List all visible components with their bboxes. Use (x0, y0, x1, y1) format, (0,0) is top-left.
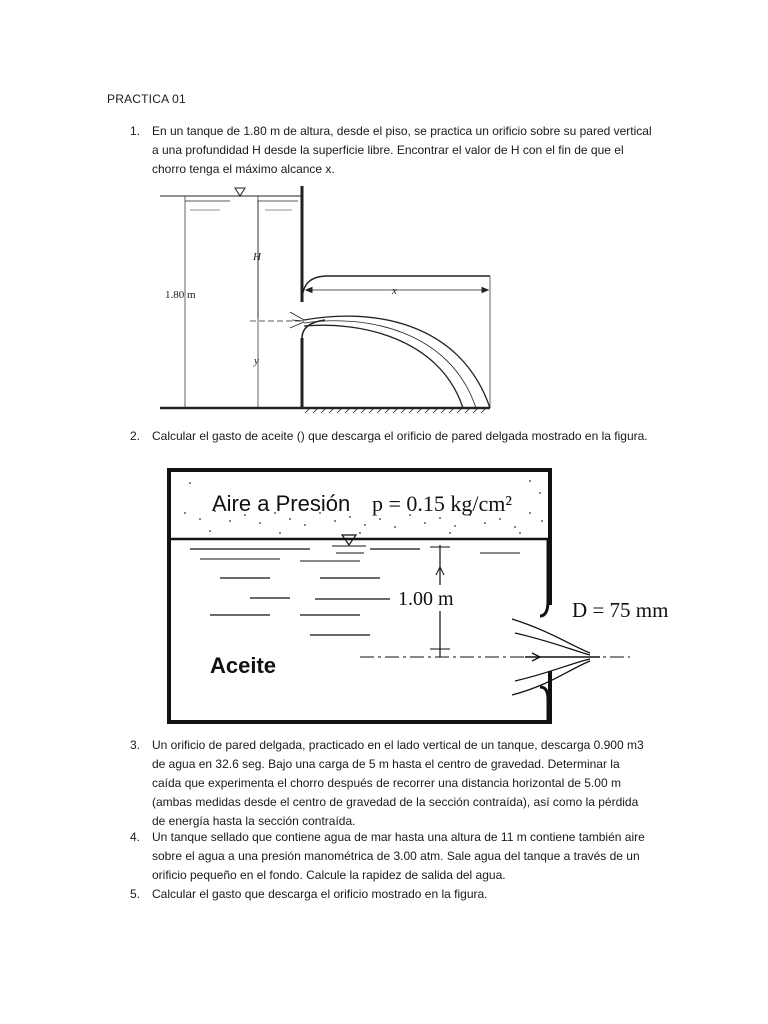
figure-1-tank-jet (160, 180, 540, 420)
page-title: PRACTICA 01 (107, 92, 186, 106)
figure-2-oil-tank (160, 463, 708, 728)
problem-number: 2. (130, 429, 141, 443)
label-reach-x: x (392, 285, 397, 297)
problem-number: 4. (130, 830, 141, 844)
problem-number: 3. (130, 738, 141, 752)
problem-text: Calcular el gasto que descarga el orificio mostrado en la figura. (152, 887, 488, 901)
problem-number: 5. (130, 887, 141, 901)
label-tank-height: 1.80 m (165, 289, 196, 301)
problem-text: En un tanque de 1.80 m de altura, desde el piso, se practica un orificio sobre su pared vertical a una profundidad H desde la superficie libre. Encontrar el valor de H con el fin de que el chorro tenga el máximo alcance x. (152, 124, 652, 176)
label-height-y: y (254, 355, 259, 367)
label-pressure-value: p = 0.15 kg/cm² (372, 491, 512, 516)
label-depth-h: H (253, 251, 261, 263)
label-diameter: D = 75 mm (572, 598, 669, 622)
problem-text: Un tanque sellado que contiene agua de mar hasta una altura de 11 m contiene también aire sobre el agua a una presión manométrica de 3.00 atm. Sale agua del tanque a través de un orificio pequeño en el fondo. Calcule la rapidez de salida del agua. (152, 830, 645, 882)
problem-text: Calcular el gasto de aceite () que descarga el orificio de pared delgada mostrado en la figura. (152, 429, 648, 443)
label-fluid: Aceite (210, 653, 277, 678)
label-air-pressure: Aire a Presión (212, 491, 351, 516)
label-depth: 1.00 m (398, 588, 454, 610)
problem-number: 1. (130, 124, 141, 138)
problem-text: Un orificio de pared delgada, practicado en el lado vertical de un tanque, descarga 0.900 m3 de agua en 32.6 seg. Bajo una carga de 5 m hasta el centro de gravedad. Determinar la caída que experimenta el chorro después de recorrer una distancia horizontal de 5.00 m (ambas medidas desde el centro de gravedad de la sección contraída), así como la pérdida de energía hasta la sección contraída. (152, 738, 644, 828)
